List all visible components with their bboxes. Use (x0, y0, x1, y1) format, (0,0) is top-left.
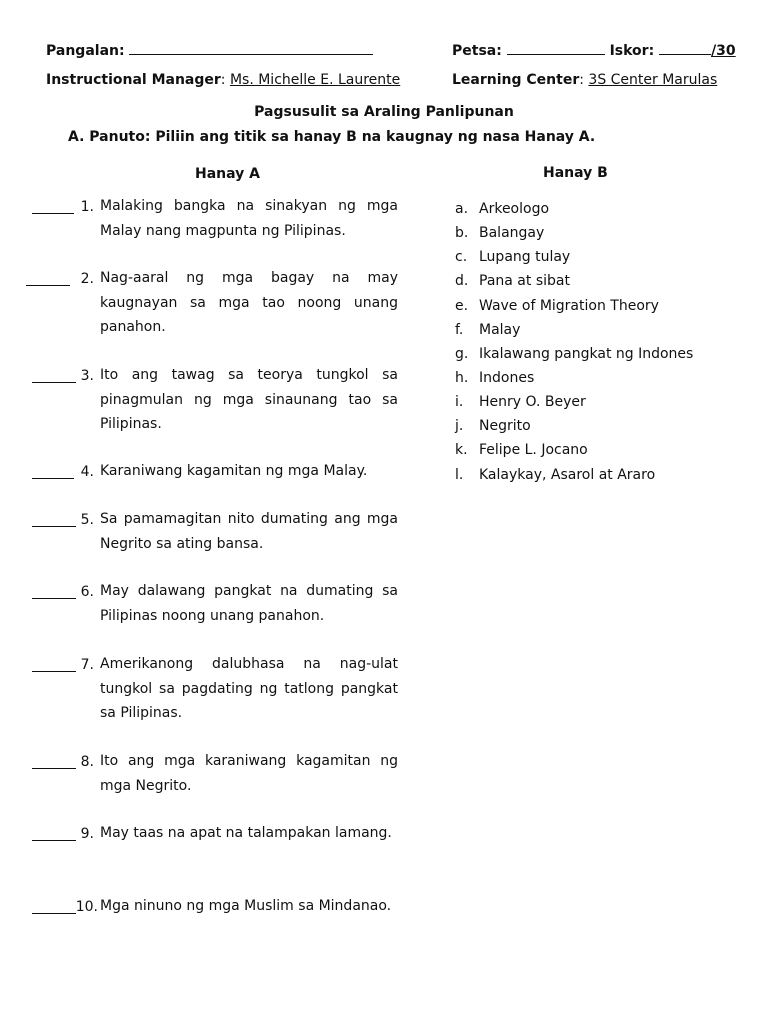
answer-blank[interactable] (32, 526, 76, 527)
item-number: 10. (75, 899, 98, 915)
item-letter: b. (455, 225, 469, 241)
item-text: Wave of Migration Theory (479, 298, 659, 314)
list-item (455, 322, 520, 338)
instruction: A. Panuto: Piliin ang titik sa hanay B na kaugnay ng nasa Hanay A. (68, 129, 596, 145)
score-label: Iskor: (609, 43, 655, 59)
item-number: 2. (80, 271, 94, 287)
item-number: 5. (80, 512, 94, 528)
column-a-title: Hanay A (195, 166, 260, 182)
item-text: Malaking bangka na sinakyan ng mga Malay nang magpunta ng Pilipinas. (100, 198, 398, 239)
item-text: Karaniwang kagamitan ng mga Malay. (100, 463, 368, 479)
item-letter: k. (455, 442, 468, 458)
item-text: May taas na apat na talampakan lamang. (100, 825, 392, 841)
item-letter: d. (455, 273, 469, 289)
item-text: Kalaykay, Asarol at Araro (479, 467, 656, 483)
list-item (455, 370, 534, 386)
manager-value: Ms. Michelle E. Laurente (229, 72, 401, 88)
item-text: Malay (479, 322, 521, 338)
answer-blank[interactable] (32, 598, 76, 599)
list-item (455, 273, 570, 289)
list-item (455, 346, 693, 362)
list-item (455, 201, 549, 217)
item-letter: c. (455, 249, 468, 265)
item-letter: e. (455, 298, 469, 314)
answer-blank[interactable] (32, 213, 74, 214)
answer-blank[interactable] (32, 913, 76, 914)
center-value: 3S Center Marulas (588, 72, 718, 88)
name-label: Pangalan: (46, 43, 125, 59)
page-title: Pagsusulit sa Araling Panlipunan (254, 104, 514, 120)
date-blank[interactable] (507, 41, 605, 55)
item-number: 9. (80, 826, 94, 842)
column-b-title: Hanay B (543, 165, 608, 181)
item-text: Indones (479, 370, 535, 386)
item-text: Lupang tulay (479, 249, 571, 265)
item-text: Ito ang tawag sa teorya tungkol sa pinagmulan ng mga sinaunang tao sa Pilipinas. (100, 367, 398, 432)
center-sep: : (579, 72, 584, 88)
item-text: Ito ang mga karaniwang kagamitan ng mga Negrito. (100, 753, 398, 794)
item-text: Mga ninuno ng mga Muslim sa Mindanao. (100, 898, 392, 914)
item-number: 7. (80, 657, 94, 673)
item-letter: l. (455, 467, 464, 483)
item-text: Sa pamamagitan nito dumating ang mga Negrito sa ating bansa. (100, 511, 398, 552)
item-text: Felipe L. Jocano (479, 442, 588, 458)
item-letter: g. (455, 346, 469, 362)
center-label: Learning Center (452, 72, 580, 88)
list-item (455, 225, 544, 241)
item-text: May dalawang pangkat na dumating sa Pilipinas noong unang panahon. (100, 583, 398, 624)
list-item (455, 467, 655, 483)
item-number: 3. (80, 368, 94, 384)
score-total: /30 (711, 43, 736, 59)
answer-blank[interactable] (26, 285, 70, 286)
item-text: Negrito (479, 418, 531, 434)
date-label: Petsa: (452, 43, 502, 59)
item-letter: f. (455, 322, 464, 338)
answer-blank[interactable] (32, 382, 76, 383)
manager-label: Instructional Manager (46, 72, 221, 88)
list-item (455, 249, 570, 265)
item-letter: i. (455, 394, 464, 410)
item-number: 6. (80, 584, 94, 600)
list-item (455, 418, 531, 434)
answer-blank[interactable] (32, 671, 76, 672)
item-number: 8. (80, 754, 94, 770)
item-letter: h. (455, 370, 469, 386)
date-score-field (452, 41, 736, 59)
item-text: Balangay (479, 225, 545, 241)
name-field (46, 41, 373, 59)
item-text: Pana at sibat (479, 273, 570, 289)
item-text: Henry O. Beyer (479, 394, 586, 410)
list-item (455, 442, 588, 458)
answer-blank[interactable] (32, 840, 76, 841)
item-text: Arkeologo (479, 201, 550, 217)
manager-field (46, 72, 400, 88)
item-text: Nag-aaral ng mga bagay na may kaugnayan sa mga tao noong unang panahon. (100, 270, 398, 335)
item-text: Ikalawang pangkat ng Indones (479, 346, 694, 362)
list-item (455, 298, 659, 314)
name-blank[interactable] (129, 41, 373, 55)
list-item (455, 394, 586, 410)
item-letter: j. (455, 418, 464, 434)
item-letter: a. (455, 201, 469, 217)
item-number: 1. (80, 199, 94, 215)
manager-sep: : (220, 72, 226, 88)
item-text: Amerikanong dalubhasa na nag-ulat tungkol sa pagdating ng tatlong pangkat sa Pilipinas. (100, 656, 398, 721)
answer-blank[interactable] (32, 768, 76, 769)
item-number: 4. (80, 464, 94, 480)
center-field (452, 72, 717, 88)
answer-blank[interactable] (32, 478, 74, 479)
score-blank[interactable] (659, 41, 711, 55)
